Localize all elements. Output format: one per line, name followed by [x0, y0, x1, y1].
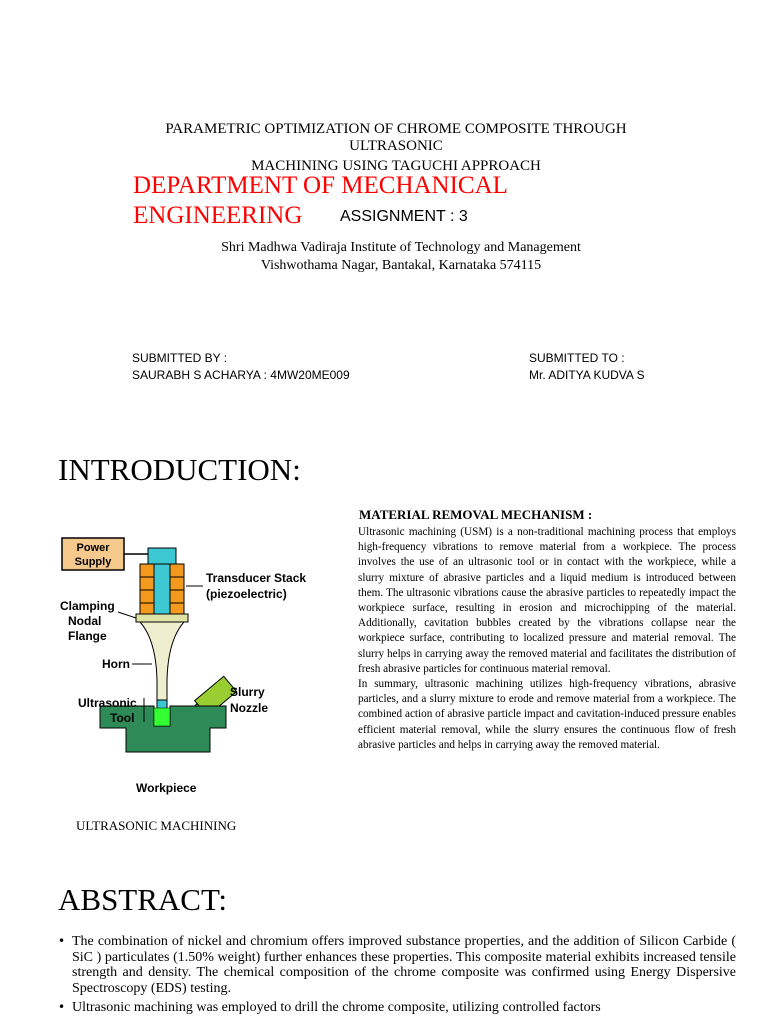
institute-name: Shri Madhwa Vadiraja Institute of Technology and Management	[221, 240, 581, 255]
clamping-label-1: Clamping	[60, 599, 115, 613]
horn	[140, 622, 184, 700]
abstract-item-text: Ultrasonic machining was employed to drill the chrome composite, utilizing controlled factors	[72, 1000, 601, 1016]
slurry-label-2: Nozzle	[230, 701, 269, 715]
abstract-heading: ABSTRACT:	[58, 882, 227, 917]
submitted-to-label: SUBMITTED TO :	[529, 351, 625, 365]
ultrasonic-tool-label-2: Tool	[110, 711, 135, 725]
institute-address: Vishwothama Nagar, Bantakal, Karnataka 574115	[260, 258, 542, 273]
mechanism-paragraph-2: In summary, ultrasonic machining utilizes high-frequency vibrations, abrasive particles, and a slurry mixture to erode and remove material from a workpiece. The combined action of abrasive particle impact and cavitation-induced pressure enables efficient material removal, while the slurry ensures the continuous flow of fresh abrasive particles and helps in carrying away the removed material.	[358, 678, 736, 751]
abstract-item	[58, 1000, 736, 1016]
nodal-flange	[136, 614, 188, 622]
assignment-label: ASSIGNMENT : 3	[340, 208, 468, 225]
title-line-2: ULTRASONIC	[349, 138, 443, 154]
diagram-caption: ULTRASONIC MACHINING	[76, 818, 237, 833]
top-cap	[148, 548, 176, 564]
workpiece-label: Workpiece	[136, 781, 197, 795]
transducer-core	[154, 564, 170, 614]
abstract-item	[58, 934, 736, 996]
bullet-icon: •	[58, 934, 66, 948]
cavity	[154, 708, 170, 726]
ultrasonic-tool-label-1: Ultrasonic	[78, 696, 137, 710]
mechanism-title: MATERIAL REMOVAL MECHANISM :	[359, 507, 593, 522]
introduction-heading: INTRODUCTION:	[58, 452, 301, 487]
ultrasonic-machining-diagram	[56, 530, 318, 802]
department-line-1: DEPARTMENT OF MECHANICAL	[133, 172, 508, 199]
clamping-label-3: Flange	[68, 629, 107, 643]
clamping-label-2: Nodal	[68, 614, 102, 628]
slurry-label-1: Slurry	[230, 685, 265, 699]
submitted-by-value: SAURABH S ACHARYA : 4MW20ME009	[132, 368, 350, 382]
mechanism-body	[358, 525, 736, 753]
transducer-label-1: Transducer Stack	[206, 571, 307, 585]
transducer-label-2: (piezoelectric)	[206, 587, 287, 601]
abstract-list	[58, 934, 736, 1020]
horn-label: Horn	[102, 657, 130, 671]
title-line-1: PARAMETRIC OPTIMIZATION OF CHROME COMPOSITE THROUGH	[165, 121, 627, 137]
department-line-2: ENGINEERING	[133, 202, 303, 229]
mechanism-paragraph-1: Ultrasonic machining (USM) is a non-traditional machining process that employs high-frequency vibrations to remove material from a workpiece. The process involves the use of an ultrasonic tool or in contact with the workpiece, while a slurry mixture of abrasive particles and a liquid medium is introduced between them. The ultrasonic vibrations cause the abrasive particles to repeatedly impact the workpiece surface, resulting in erosion and microchipping of the material. Additionally, cavitation bubbles created by the vibrations collapse near the workpiece surface, contributing to localized pressure and material removal. The slurry helps in carrying away the removed material and facilitates the distribution of fresh abrasive particles for continuous material removal.	[358, 526, 736, 675]
power-supply-label-2: Supply	[74, 556, 112, 568]
submitted-to-value: Mr. ADITYA KUDVA S	[529, 368, 645, 382]
submitted-by-label: SUBMITTED BY :	[132, 351, 228, 365]
abstract-item-text: The combination of nickel and chromium offers improved substance properties, and the addition of Silicon Carbide ( SiC ) particulates (1.50% weight) further enhances these properties. This composite material exhibits increased tensile strength and density. The chemical composition of the chrome composite was confirmed using Energy Dispersive Spectroscopy (EDS) testing.	[72, 934, 736, 996]
power-supply-label-1: Power	[76, 542, 110, 554]
bullet-icon: •	[58, 1000, 66, 1015]
title-line-3: MACHINING USING TAGUCHI APPROACH	[251, 158, 541, 174]
